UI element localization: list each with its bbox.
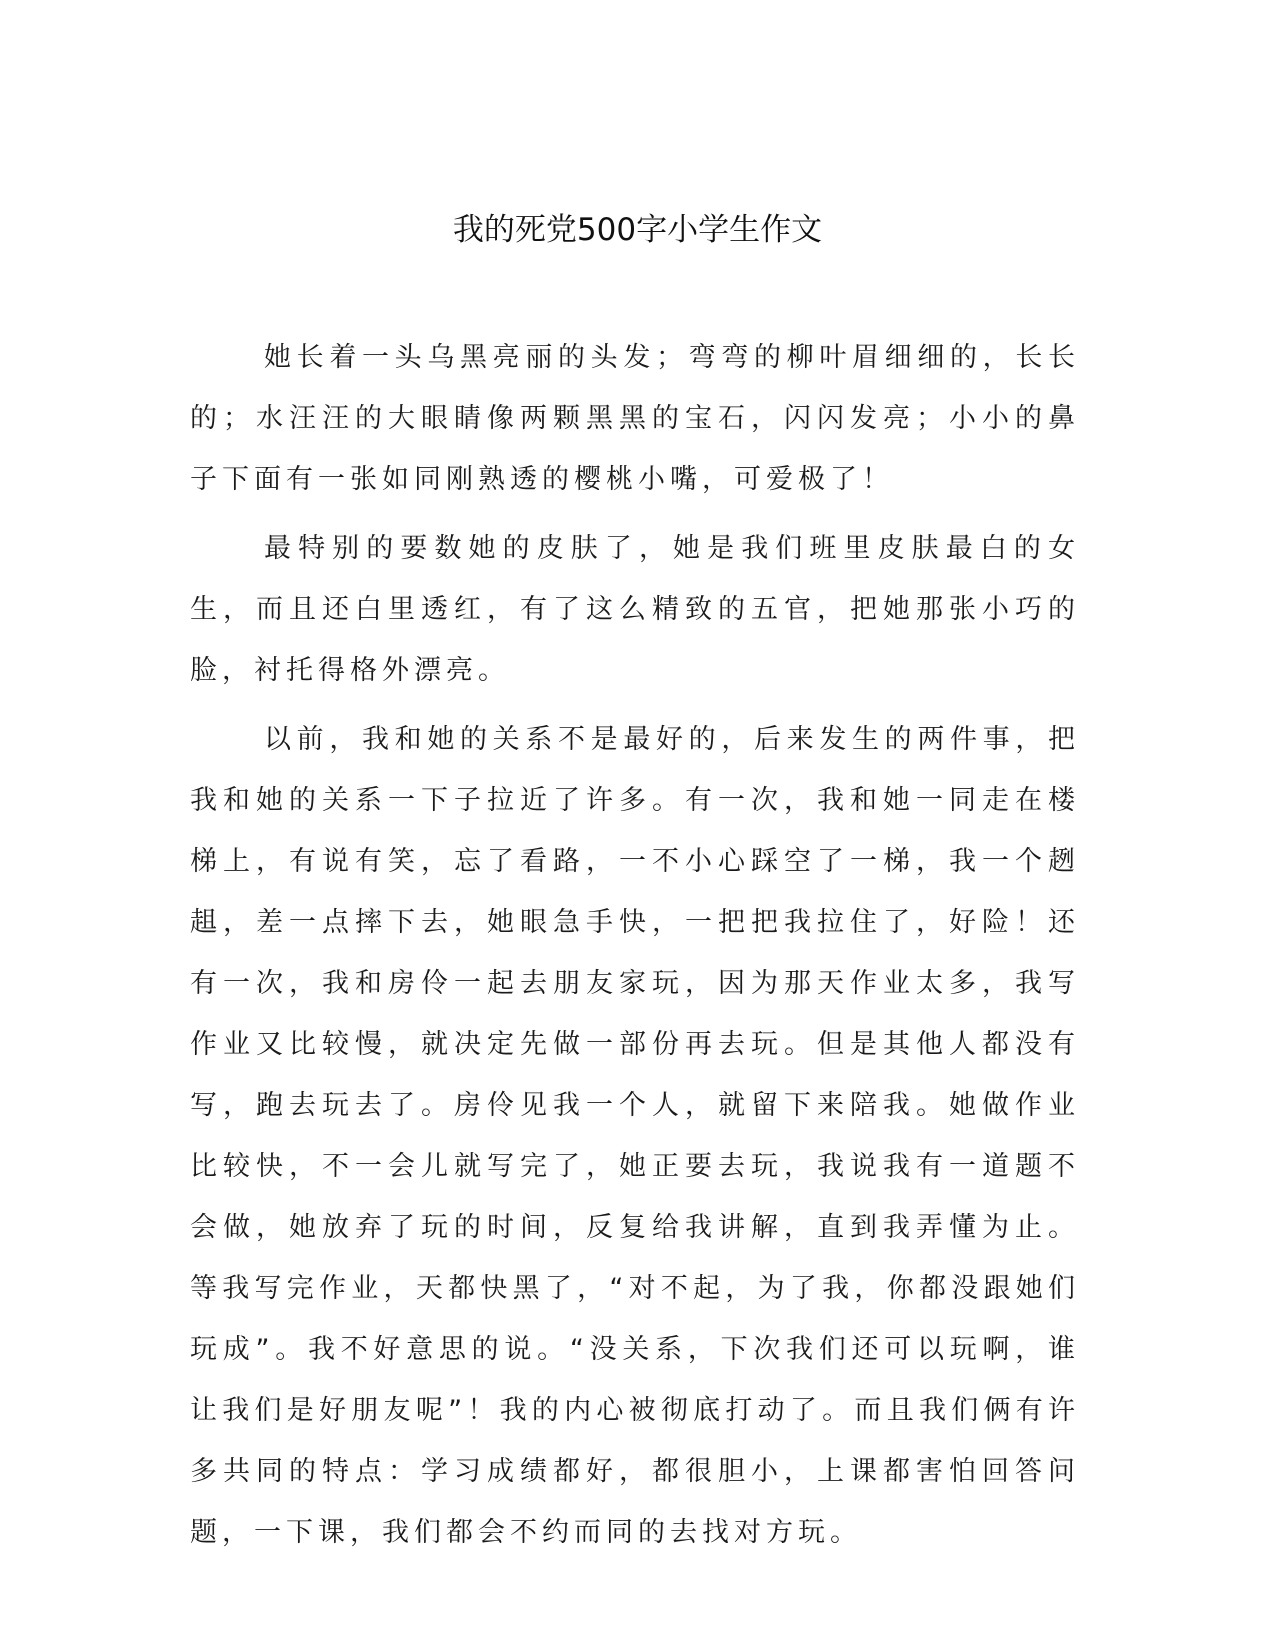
document-body: [190, 327, 1080, 1571]
document-title: 我的死党500字小学生作文: [452, 212, 823, 248]
paragraph-skin: 最特别的要数她的皮肤了，她是我们班里皮肤最白的女生，而且还白里透红，有了这么精致的五官，把她那张小巧的脸，衬托得格外漂亮。: [190, 533, 1080, 686]
paragraph-friendship-story: 以前，我和她的关系不是最好的，后来发生的两件事，把我和她的关系一下子拉近了许多。有一次，我和她一同走在楼梯上，有说有笑，忘了看路，一不小心踩空了一梯，我一个趔趄，差一点摔下去，她眼急手快，一把把我拉住了，好险！还有一次，我和房伶一起去朋友家玩，因为那天作业太多，我写作业又比较慢，就决定先做一部份再去玩。但是其他人都没有写，跑去玩去了。房伶见我一个人，就留下来陪我。她做作业比较快，不一会儿就写完了，她正要去玩，我说我有一道题不会做，她放弃了玩的时间，反复给我讲解，直到我弄懂为止。等我写完作业，天都快黑了，“对不起，为了我，你都没跟她们玩成”。我不好意思的说。“没关系，下次我们还可以玩啊，谁让我们是好朋友呢”！我的内心被彻底打动了。而且我们俩有许多共同的特点：学习成绩都好，都很胆小，上课都害怕回答问题，一下课，我们都会不约而同的去找对方玩。: [190, 724, 1080, 1548]
paragraph-appearance: 她长着一头乌黑亮丽的头发；弯弯的柳叶眉细细的，长长的；水汪汪的大眼睛像两颗黑黑的宝石，闪闪发亮；小小的鼻子下面有一张如同刚熟透的樱桃小嘴，可爱极了！: [190, 342, 1080, 495]
